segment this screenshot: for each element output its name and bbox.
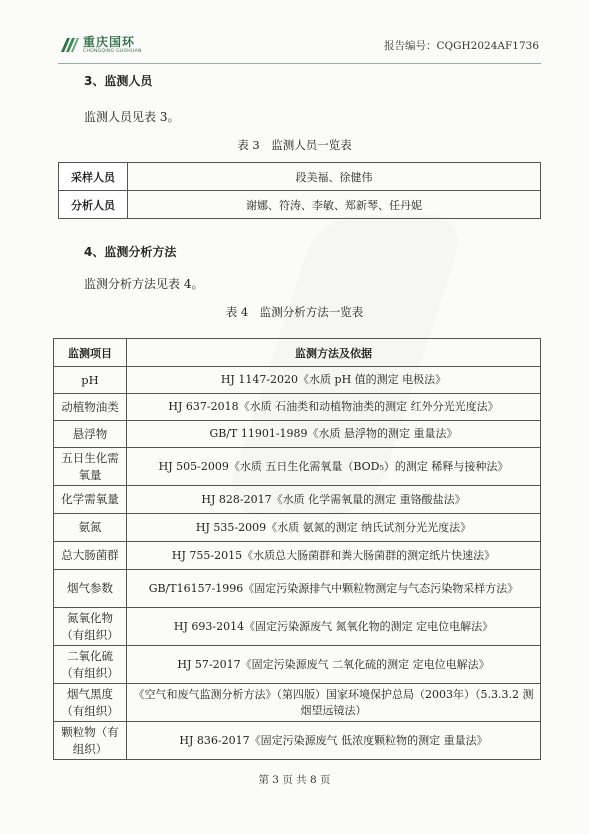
monitoring-method: HJ 836-2017《固定污染源废气 低浓度颗粒物的测定 重量法》 bbox=[127, 722, 541, 760]
table-row bbox=[54, 646, 541, 684]
monitoring-method: 《空气和废气监测分析方法》（第四版）国家环境保护总局（2003年）（5.3.3.2 测烟望远镜法） bbox=[127, 684, 541, 722]
section4-intro: 监测分析方法见表 4。 bbox=[84, 277, 204, 291]
section3-intro: 监测人员见表 3。 bbox=[84, 110, 180, 124]
monitoring-item: 烟气参数 bbox=[54, 570, 127, 608]
table-row bbox=[54, 421, 541, 448]
staff-table bbox=[58, 162, 541, 219]
page-header bbox=[58, 34, 539, 64]
table-row bbox=[54, 570, 541, 608]
monitoring-item: 五日生化需氧量 bbox=[54, 448, 127, 486]
monitoring-item: 颗粒物（有组织） bbox=[54, 722, 127, 760]
monitoring-item: 悬浮物 bbox=[54, 421, 127, 448]
page-number: 第 3 页 共 8 页 bbox=[258, 774, 331, 786]
table-row bbox=[59, 163, 541, 191]
monitoring-method: HJ 505-2009《水质 五日生化需氧量（BOD₅）的测定 稀释与接种法》 bbox=[127, 448, 541, 486]
company-logo bbox=[58, 34, 142, 56]
table-row bbox=[54, 722, 541, 760]
column-header-item: 监测项目 bbox=[54, 339, 127, 367]
table4-caption: 表 4 监测分析方法一览表 bbox=[225, 305, 364, 319]
column-header-method: 监测方法及依据 bbox=[127, 339, 541, 367]
section4-heading: 4、监测分析方法 bbox=[84, 245, 177, 259]
staff-role: 分析人员 bbox=[59, 191, 128, 219]
monitoring-method: GB/T 11901-1989《水质 悬浮物的测定 重量法》 bbox=[127, 421, 541, 448]
staff-names: 段美福、徐健伟 bbox=[128, 163, 541, 191]
staff-role: 采样人员 bbox=[59, 163, 128, 191]
table-row bbox=[59, 191, 541, 219]
logo-icon bbox=[58, 34, 80, 56]
header-divider bbox=[58, 63, 541, 64]
report-number: 报告编号：CQGH2024AF1736 bbox=[384, 40, 539, 52]
monitoring-item: 动植物油类 bbox=[54, 394, 127, 421]
staff-names: 谢娜、符涛、李敏、郑新琴、任丹妮 bbox=[128, 191, 541, 219]
monitoring-method: HJ 57-2017《固定污染源废气 二氧化硫的测定 定电位电解法》 bbox=[127, 646, 541, 684]
monitoring-method: HJ 755-2015《水质总大肠菌群和粪大肠菌群的测定纸片快速法》 bbox=[127, 542, 541, 570]
monitoring-method: HJ 693-2014《固定污染源废气 氮氧化物的测定 定电位电解法》 bbox=[127, 608, 541, 646]
monitoring-item: 氮氧化物（有组织） bbox=[54, 608, 127, 646]
table3-caption: 表 3 监测人员一览表 bbox=[237, 138, 352, 152]
monitoring-method: HJ 828-2017《水质 化学需氧量的测定 重铬酸盐法》 bbox=[127, 486, 541, 514]
monitoring-method: HJ 535-2009《水质 氨氮的测定 纳氏试剂分光光度法》 bbox=[127, 514, 541, 542]
monitoring-item: 化学需氧量 bbox=[54, 486, 127, 514]
table-header-row bbox=[54, 339, 541, 367]
section3-heading: 3、监测人员 bbox=[84, 74, 153, 88]
monitoring-item: 二氧化硫（有组织） bbox=[54, 646, 127, 684]
logo-company-cn: 重庆国环 bbox=[83, 34, 136, 49]
table-row bbox=[54, 684, 541, 722]
table-row bbox=[54, 486, 541, 514]
monitoring-item: 总大肠菌群 bbox=[54, 542, 127, 570]
table-row bbox=[54, 542, 541, 570]
table-row bbox=[54, 448, 541, 486]
logo-company-en: CHONGQING GUOHUAN bbox=[83, 48, 142, 54]
monitoring-item: 氨氮 bbox=[54, 514, 127, 542]
table-row bbox=[54, 514, 541, 542]
monitoring-method: HJ 1147-2020《水质 pH 值的测定 电极法》 bbox=[127, 367, 541, 394]
monitoring-item: pH bbox=[54, 367, 127, 394]
monitoring-method: GB/T16157-1996《固定污染源排气中颗粒物测定与气态污染物采样方法》 bbox=[127, 570, 541, 608]
table-row bbox=[54, 394, 541, 421]
table-row bbox=[54, 608, 541, 646]
monitoring-item: 烟气黑度（有组织） bbox=[54, 684, 127, 722]
table-row bbox=[54, 367, 541, 394]
methods-table bbox=[53, 338, 541, 760]
monitoring-method: HJ 637-2018《水质 石油类和动植物油类的测定 红外分光光度法》 bbox=[127, 394, 541, 421]
